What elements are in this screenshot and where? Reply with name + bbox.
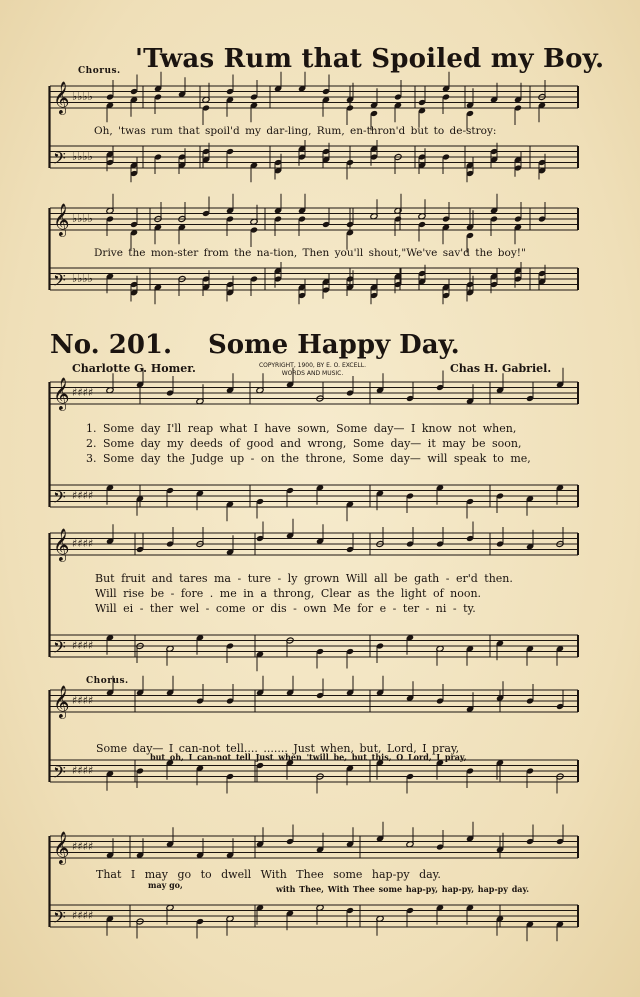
svg-text:♭♭♭♭: ♭♭♭♭: [72, 89, 93, 103]
hymn-number: No. 201.: [50, 330, 173, 360]
chorus-label-prev: Chorus.: [78, 66, 121, 76]
chorus-line-2-bass-a: may go,: [148, 880, 183, 890]
svg-text:𝄞: 𝄞: [53, 203, 70, 236]
copyright-line-2: WORDS AND MUSIC.: [281, 370, 344, 377]
svg-text:𝄞: 𝄞: [53, 831, 70, 864]
chorus-line-1-bass: but oh, I can-not tell Just when 'twill be, but this, O Lord, I pray,: [150, 752, 467, 762]
chorus-label: Chorus.: [86, 676, 129, 686]
svg-text:𝄢: 𝄢: [53, 907, 66, 931]
svg-text:𝄢: 𝄢: [53, 270, 66, 294]
verse-3-line-1: 3. Some day the Judge up - on the throne, Some day— will speak to me,: [86, 452, 531, 465]
verse-3-line-2: Will ei - ther wel - come or dis - own Me for e - ter - ni - ty.: [95, 602, 476, 615]
svg-text:♯♯♯♯: ♯♯♯♯: [72, 536, 94, 550]
svg-text:𝄞: 𝄞: [53, 377, 70, 410]
lyricist: Charlotte G. Homer.: [72, 362, 196, 375]
chorus-line-2: That I may go to dwell With Thee some hap-py day.: [96, 868, 441, 881]
svg-text:𝄞: 𝄞: [53, 81, 70, 114]
prev-lyric-line-1: Oh, 'twas rum that spoil'd my dar-ling, Rum, en-thron'd but to de-stroy:: [94, 125, 497, 137]
copyright-notice: [245, 362, 380, 378]
composer: Chas H. Gabriel.: [450, 362, 552, 375]
verse-2-line-2: Will rise be - fore . me in a throng, Clear as the light of noon.: [95, 587, 482, 600]
svg-text:𝄢: 𝄢: [53, 637, 66, 661]
svg-text:♯♯♯♯: ♯♯♯♯: [72, 385, 94, 399]
svg-text:♯♯♯♯: ♯♯♯♯: [72, 763, 94, 777]
svg-text:♯♯♯♯: ♯♯♯♯: [72, 488, 94, 502]
chorus-line-2-bass-b: with Thee, With Thee some hap-py, hap-py, hap-py day.: [276, 884, 529, 894]
verse-1-line-1: 1. Some day I'll reap what I have sown, Some day— I know not when,: [86, 422, 517, 435]
verse-2-line-1: 2. Some day my deeds of good and wrong, Some day— it may be soon,: [86, 437, 522, 450]
chorus-line-1: Some day— I can-not tell.... ....... Just when, but, Lord, I pray,: [96, 742, 460, 755]
svg-text:♯♯♯♯: ♯♯♯♯: [72, 908, 94, 922]
svg-text:𝄢: 𝄢: [53, 148, 66, 172]
copyright-line-1: COPYRIGHT, 1900, BY E. O. EXCELL.: [258, 362, 367, 369]
hymn-title: Some Happy Day.: [208, 330, 460, 360]
svg-text:♯♯♯♯: ♯♯♯♯: [72, 839, 94, 853]
svg-text:𝄞: 𝄞: [53, 685, 70, 718]
prev-hymn-title: 'Twas Rum that Spoiled my Boy.: [135, 44, 605, 74]
svg-text:𝄢: 𝄢: [53, 487, 66, 511]
svg-text:♭♭♭♭: ♭♭♭♭: [72, 149, 93, 163]
svg-text:♯♯♯♯: ♯♯♯♯: [72, 693, 94, 707]
svg-text:♭♭♭♭: ♭♭♭♭: [72, 211, 93, 225]
svg-text:♭♭♭♭: ♭♭♭♭: [72, 271, 93, 285]
verse-1-line-2: But fruit and tares ma - ture - ly grown Will all be gath - er'd then.: [95, 572, 513, 585]
prev-lyric-line-2: Drive the mon-ster from the na-tion, Then you'll shout,"We've sav'd the boy!": [94, 247, 526, 259]
svg-text:𝄢: 𝄢: [53, 762, 66, 786]
svg-text:♯♯♯♯: ♯♯♯♯: [72, 638, 94, 652]
svg-text:𝄞: 𝄞: [53, 528, 70, 561]
